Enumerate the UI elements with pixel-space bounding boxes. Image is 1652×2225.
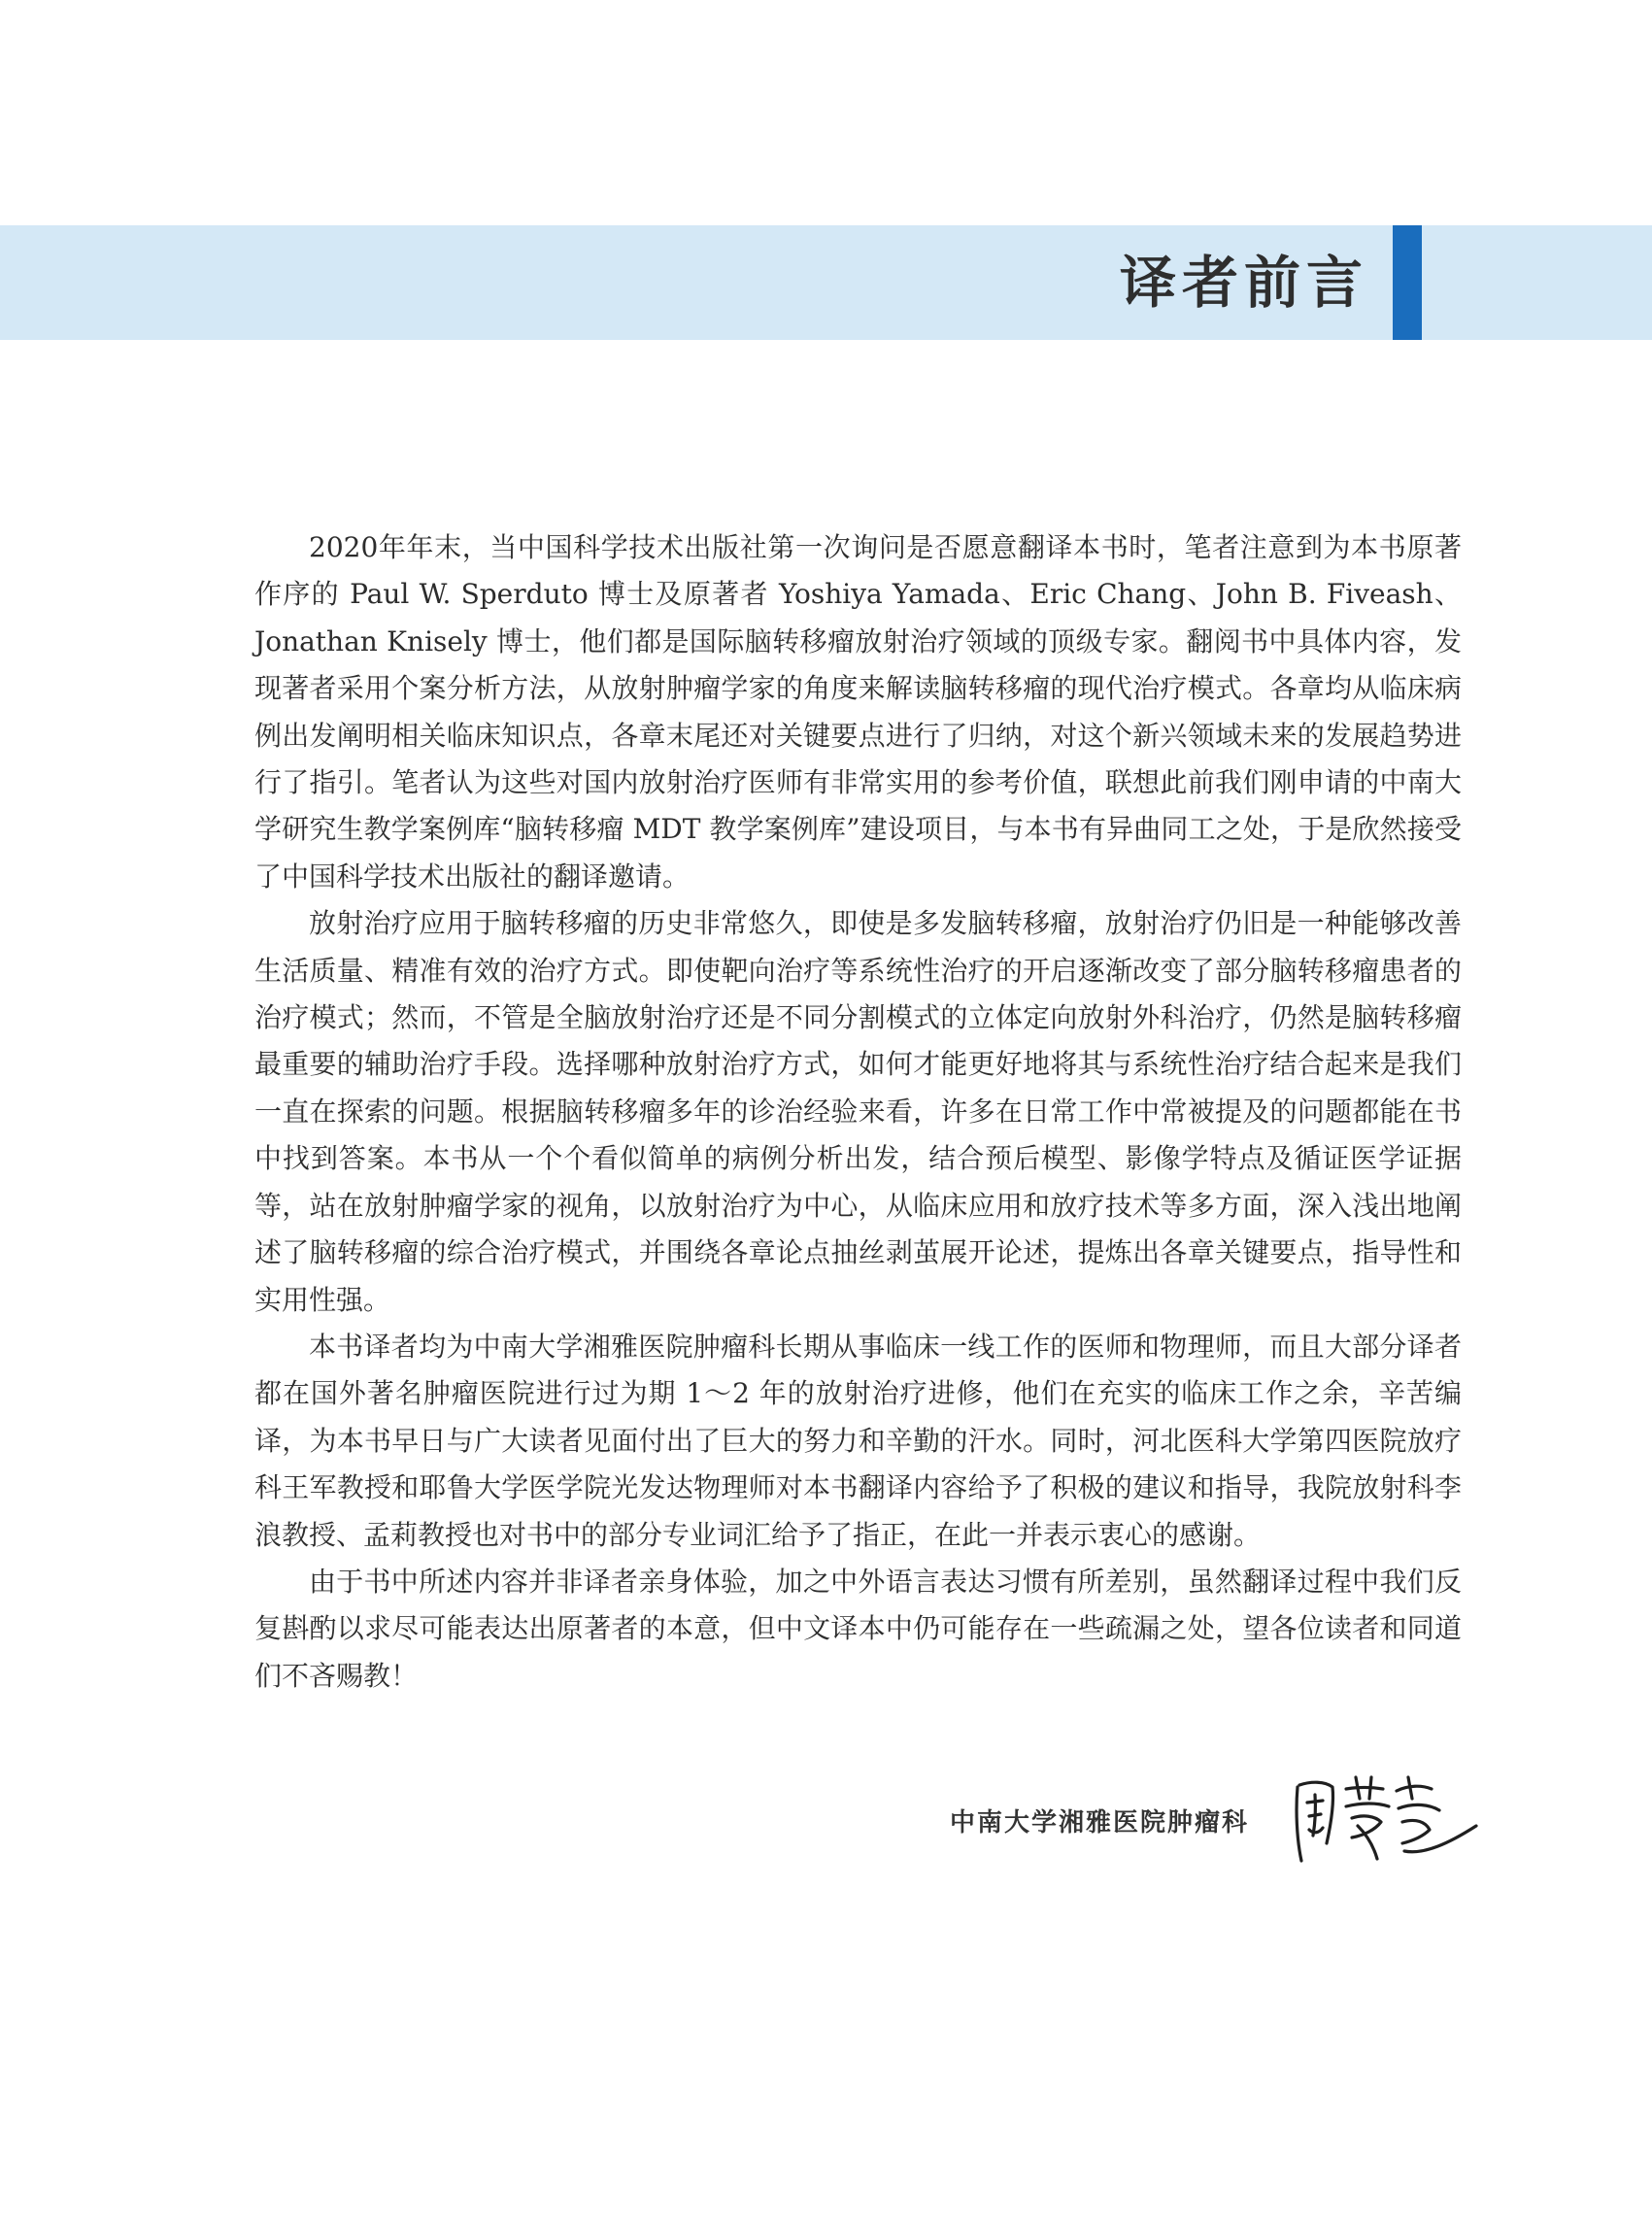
page-title: 译者前言 [1119,250,1368,316]
paragraph-1: 2020年年末，当中国科学技术出版社第一次询问是否愿意翻译本书时，笔者注意到为本书原著作序的 Paul W. Sperduto 博士及原著者 Yoshiya Yamada、Eric Chang、John B. Fiveash、Jonathan Knisely 博士，他们都是国际脑转移瘤放射治疗领域的顶级专家。翻阅书中具体内容，发现著者采用个案分析方法，从放射肿瘤学家的角度来解读脑转移瘤的现代治疗模式。各章均从临床病例出发阐明相关临床知识点，各章末尾还对关键要点进行了归纳，对这个新兴领域未来的发展趋势进行了指引。笔者认为这些对国内放射治疗医师有非常实用的参考价值，联想此前我们刚申请的中南大学研究生教学案例库“脑转移瘤 MDT 教学案例库”建设项目，与本书有异曲同工之处，于是欣然接受了中国科学技术出版社的翻译邀请。 [254,531,1462,893]
signature-block [950,1766,1494,1872]
header-band [0,225,1652,340]
preface-body [254,524,1462,1700]
header-accent-bar [1393,225,1422,340]
handwritten-signature [1288,1766,1482,1872]
paragraph-4: 由于书中所述内容并非译者亲身体验，加之中外语言表达习惯有所差别，虽然翻译过程中我们反复斟酌以求尽可能表达出原著者的本意，但中文译本中仍可能存在一些疏漏之处，望各位读者和同道们不吝赐教！ [254,1565,1462,1692]
paragraph-3: 本书译者均为中南大学湘雅医院肿瘤科长期从事临床一线工作的医师和物理师，而且大部分译者都在国外著名肿瘤医院进行过为期 1～2 年的放射治疗进修，他们在充实的临床工作之余，辛苦编译，为本书早日与广大读者见面付出了巨大的努力和辛勤的汗水。同时，河北医科大学第四医院放疗科王军教授和耶鲁大学医学院光发达物理师对本书翻译内容给予了积极的建议和指导，我院放射科李浪教授、孟莉教授也对书中的部分专业词汇给予了指正，在此一并表示衷心的感谢。 [254,1330,1462,1551]
paragraph-2: 放射治疗应用于脑转移瘤的历史非常悠久，即使是多发脑转移瘤，放射治疗仍旧是一种能够改善生活质量、精准有效的治疗方式。即使靶向治疗等系统性治疗的开启逐渐改变了部分脑转移瘤患者的治疗模式；然而，不管是全脑放射治疗还是不同分割模式的立体定向放射外科治疗，仍然是脑转移瘤最重要的辅助治疗手段。选择哪种放射治疗方式，如何才能更好地将其与系统性治疗结合起来是我们一直在探索的问题。根据脑转移瘤多年的诊治经验来看，许多在日常工作中常被提及的问题都能在书中找到答案。本书从一个个看似简单的病例分析出发，结合预后模型、影像学特点及循证医学证据等，站在放射肿瘤学家的视角，以放射治疗为中心，从临床应用和放疗技术等多方面，深入浅出地阐述了脑转移瘤的综合治疗模式，并围绕各章论点抽丝剥茧展开论述，提炼出各章关键要点，指导性和实用性强。 [254,907,1462,1316]
signature-organization: 中南大学湘雅医院肿瘤科 [950,1808,1250,1837]
